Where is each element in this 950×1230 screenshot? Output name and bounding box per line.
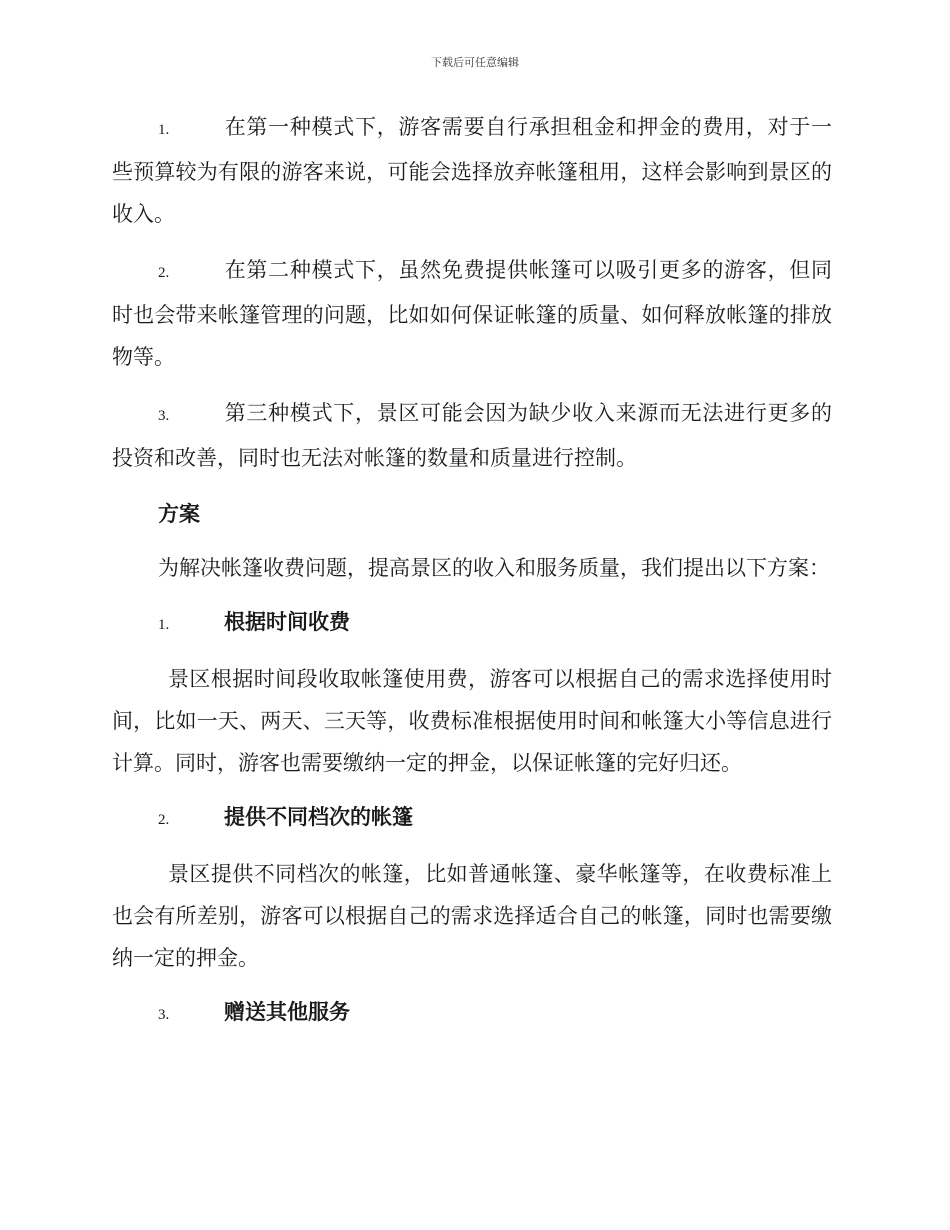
solution-intro: 为解决帐篷收费问题，提高景区的收入和服务质量，我们提出以下方案：: [158, 556, 830, 580]
issue-text: 第三种模式下，景区可能会因为缺少收入来源而无法进行更多的投资和改善，同时也无法对帐篷的数量和质量进行控制。: [112, 401, 832, 470]
list-number: 2.: [158, 812, 170, 828]
issue-text: 在第二种模式下，虽然免费提供帐篷可以吸引更多的游客，但同时也会带来帐篷管理的问题，比如如何保证帐篷的质量、如何释放帐篷的排放物等。: [112, 258, 832, 369]
document-body: [112, 106, 832, 1048]
solution-item-2-title: [112, 796, 832, 841]
solution-item-3-title: [112, 991, 832, 1036]
item-title: 根据时间收费: [224, 610, 350, 634]
solution-item-1-body: 景区根据时间段收取帐篷使用费，游客可以根据自己的需求选择使用时间，比如一天、两天、三天等，收费标准根据使用时间和帐篷大小等信息进行计算。同时，游客也需要缴纳一定的押金，以保证帐篷的完好归还。: [112, 667, 832, 775]
issue-text: 在第一种模式下，游客需要自行承担租金和押金的费用，对于一些预算较为有限的游客来说，可能会选择放弃帐篷租用，这样会影响到景区的收入。: [112, 115, 832, 226]
issue-item-1: [112, 106, 832, 235]
list-number: 2.: [158, 265, 170, 281]
page-header: 下载后可任意编辑: [431, 56, 519, 69]
item-title: 赠送其他服务: [224, 1000, 350, 1024]
list-number: 1.: [158, 122, 170, 138]
solution-item-1-title: [112, 601, 832, 646]
issue-item-2: [112, 249, 832, 378]
list-number: 1.: [158, 617, 170, 633]
item-title: 提供不同档次的帐篷: [224, 805, 413, 829]
section-heading: 方案: [158, 502, 200, 526]
issue-item-3: [112, 392, 832, 479]
solution-item-2-body: 景区提供不同档次的帐篷，比如普通帐篷、豪华帐篷等，在收费标准上也会有所差别，游客可以根据自己的需求选择适合自己的帐篷，同时也需要缴纳一定的押金。: [112, 862, 832, 970]
list-number: 3.: [158, 1007, 170, 1023]
list-number: 3.: [158, 408, 170, 424]
